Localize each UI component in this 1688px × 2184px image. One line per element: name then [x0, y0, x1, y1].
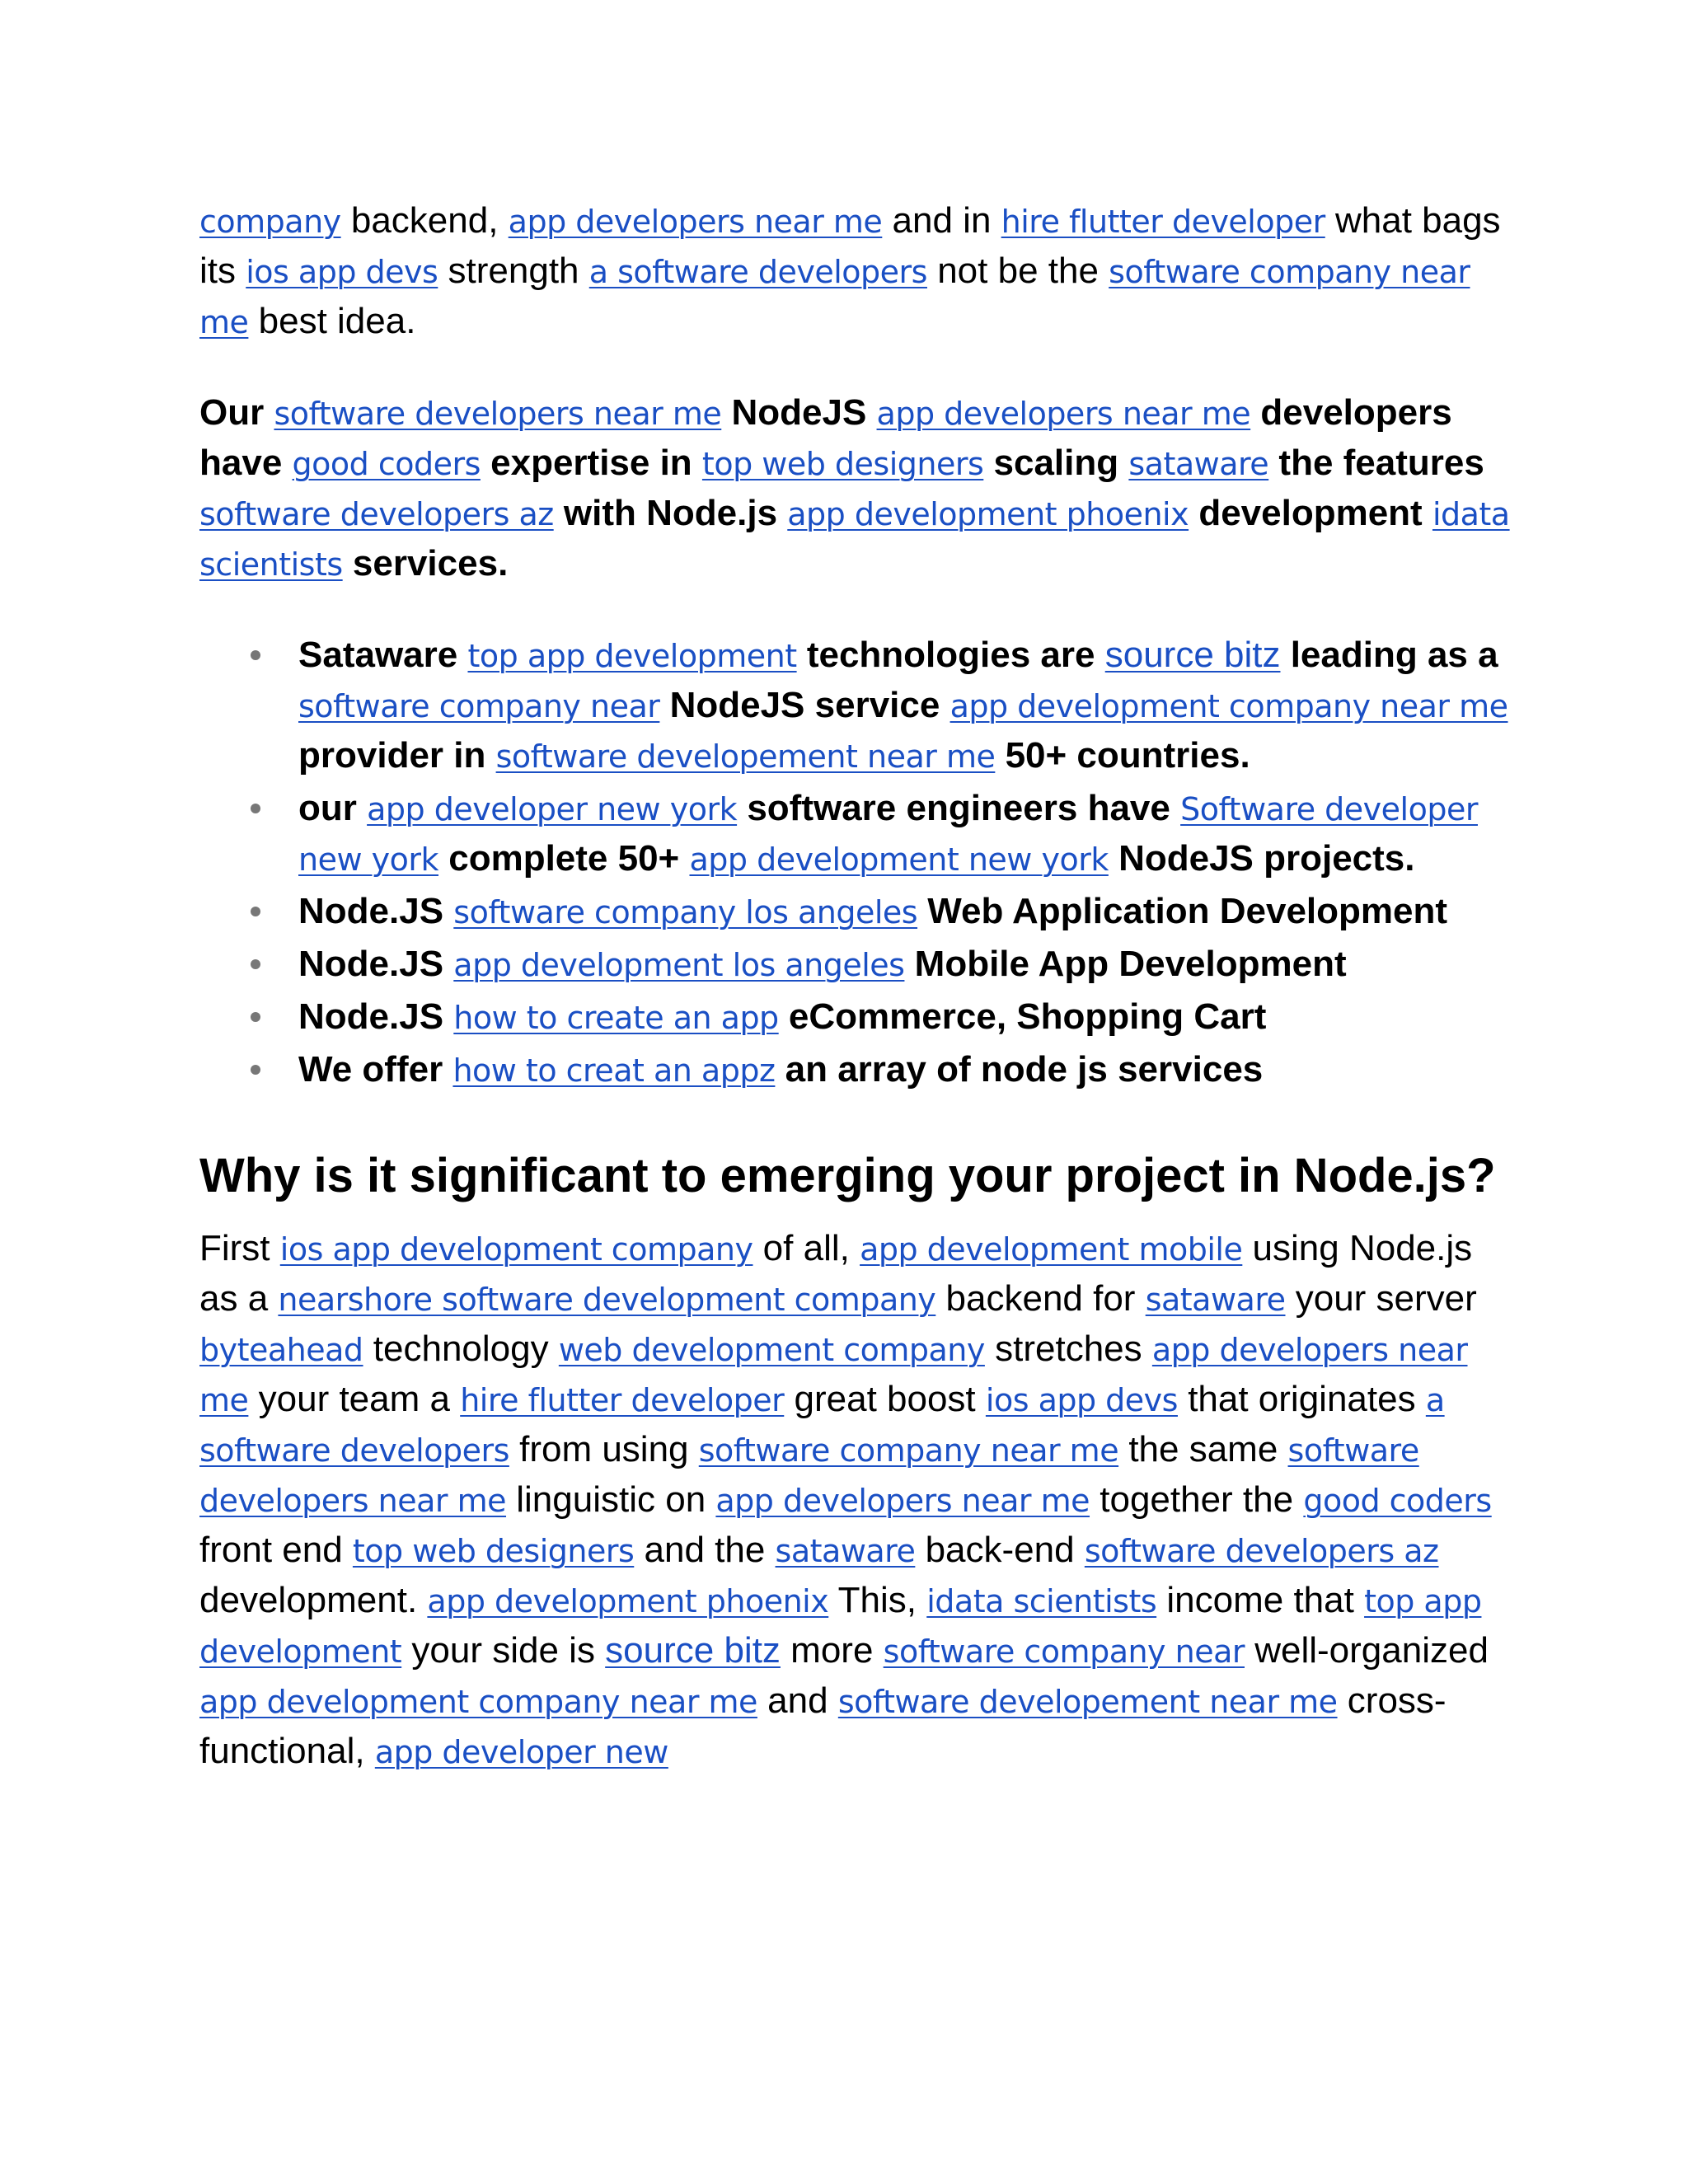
- keyword-link[interactable]: software developement near me: [837, 1684, 1338, 1720]
- keyword-link[interactable]: software developers near me: [199, 1432, 1419, 1519]
- text-run: and: [757, 1680, 838, 1721]
- keyword-link[interactable]: hire flutter developer: [460, 1382, 785, 1418]
- text-run: front end: [199, 1530, 353, 1570]
- keyword-link[interactable]: app developers near me: [715, 1483, 1090, 1519]
- text-run: provider in: [298, 735, 496, 776]
- keyword-link[interactable]: how to create an app: [453, 1000, 779, 1036]
- keyword-link[interactable]: software company near: [298, 688, 660, 724]
- keyword-link[interactable]: source bitz: [605, 1630, 781, 1671]
- bullet-item: [298, 784, 1510, 884]
- section-heading: Why is it significant to emerging your project in Node.js?: [199, 1149, 1496, 1202]
- text-run: and in: [882, 200, 1001, 241]
- text-run: our: [298, 788, 368, 828]
- keyword-link[interactable]: Software developer new york: [298, 791, 1478, 878]
- keyword-link[interactable]: software developers az: [1084, 1533, 1439, 1569]
- keyword-link[interactable]: good coders: [292, 446, 481, 482]
- body-paragraph: [199, 1224, 1510, 1777]
- keyword-link[interactable]: idata scientists: [926, 1583, 1157, 1619]
- text-run: that originates: [1177, 1379, 1426, 1419]
- bullet-dot-icon: [251, 1065, 260, 1075]
- text-run: your server: [1285, 1278, 1477, 1319]
- text-run: Mobile App Development: [904, 944, 1347, 984]
- keyword-link[interactable]: good coders: [1303, 1483, 1492, 1519]
- text-run: from using: [509, 1429, 699, 1469]
- text-run: the same: [1118, 1429, 1288, 1469]
- keyword-link[interactable]: software developers near me: [274, 396, 722, 432]
- text-run: not be the: [926, 251, 1109, 291]
- keyword-link[interactable]: how to creat an appz: [452, 1052, 776, 1089]
- keyword-link[interactable]: app development phoenix: [427, 1583, 829, 1619]
- text-run: income that: [1156, 1580, 1365, 1620]
- keyword-link[interactable]: source bitz: [1104, 635, 1281, 675]
- keyword-link[interactable]: byteahead: [199, 1332, 363, 1368]
- bullet-item: [298, 630, 1510, 781]
- text-run: linguistic on: [506, 1479, 716, 1520]
- keyword-link[interactable]: app development company near me: [950, 688, 1508, 724]
- text-run: complete 50+: [438, 838, 690, 879]
- keyword-link[interactable]: app development los angeles: [453, 947, 905, 983]
- text-run: Our: [199, 392, 274, 433]
- text-run: the features: [1268, 443, 1484, 483]
- keyword-link[interactable]: app development new york: [689, 841, 1109, 878]
- bullet-item: [298, 940, 1510, 990]
- keyword-link[interactable]: software developers az: [199, 496, 554, 532]
- text-run: and the: [634, 1530, 776, 1570]
- keyword-link[interactable]: software developement near me: [495, 738, 996, 775]
- keyword-link[interactable]: software company near me: [199, 254, 1470, 340]
- text-run: using Node.js as a: [199, 1228, 1473, 1319]
- bullet-dot-icon: [251, 907, 260, 916]
- text-run: best idea.: [248, 301, 416, 341]
- text-run: an array of node js services: [775, 1049, 1264, 1090]
- text-run: Node.JS: [298, 996, 454, 1037]
- text-run: Node.JS: [298, 891, 454, 931]
- text-run: NodeJS service: [659, 685, 950, 725]
- keyword-link[interactable]: top app development: [467, 638, 797, 674]
- keyword-link[interactable]: software company los angeles: [453, 894, 918, 930]
- services-bullet-list: [199, 630, 1510, 1095]
- bullet-dot-icon: [251, 804, 260, 813]
- intro-paragraph: [199, 196, 1510, 347]
- keyword-link[interactable]: ios app devs: [246, 254, 438, 290]
- text-run: services.: [342, 543, 509, 583]
- keyword-link[interactable]: sataware: [1145, 1282, 1286, 1318]
- keyword-link[interactable]: app developer new: [374, 1734, 668, 1770]
- text-run: NodeJS projects.: [1108, 838, 1415, 879]
- text-run: your side is: [401, 1630, 606, 1671]
- keyword-link[interactable]: app development company near me: [199, 1684, 757, 1720]
- keyword-link[interactable]: hire flutter developer: [1001, 204, 1325, 240]
- keyword-link[interactable]: app developers near me: [199, 1332, 1468, 1418]
- text-run: Node.JS: [298, 944, 454, 984]
- keyword-link[interactable]: nearshore software development company: [278, 1282, 936, 1318]
- text-run: with Node.js: [553, 493, 788, 533]
- text-run: great boost: [784, 1379, 986, 1419]
- text-run: backend for: [935, 1278, 1146, 1319]
- keyword-link[interactable]: sataware: [775, 1533, 916, 1569]
- keyword-link[interactable]: top app development: [199, 1583, 1482, 1670]
- text-run: what bags its: [199, 200, 1501, 291]
- bullet-item: [298, 1045, 1510, 1095]
- text-run: software engineers have: [737, 788, 1181, 828]
- text-run: developers have: [199, 392, 1452, 483]
- keyword-link[interactable]: company: [199, 204, 341, 240]
- keyword-link[interactable]: app developers near me: [876, 396, 1251, 432]
- text-run: leading as a: [1280, 635, 1498, 675]
- keyword-link[interactable]: app developers near me: [508, 204, 883, 240]
- services-paragraph: [199, 388, 1510, 589]
- text-run: expertise in: [480, 443, 702, 483]
- keyword-link[interactable]: a software developers: [199, 1382, 1445, 1469]
- text-run: development: [1189, 493, 1432, 533]
- keyword-link[interactable]: ios app development company: [279, 1231, 753, 1268]
- text-run: cross-functional,: [199, 1680, 1447, 1771]
- text-run: backend,: [340, 200, 509, 241]
- bullet-dot-icon: [251, 650, 260, 660]
- text-run: Sataware: [298, 635, 468, 675]
- text-run: your team a: [248, 1379, 461, 1419]
- text-run: development.: [199, 1580, 428, 1620]
- bullet-dot-icon: [251, 1012, 260, 1022]
- keyword-link[interactable]: app development phoenix: [787, 496, 1189, 532]
- keyword-link[interactable]: top web designers: [352, 1533, 635, 1569]
- keyword-link[interactable]: software company near: [883, 1633, 1245, 1670]
- keyword-link[interactable]: idata scientists: [199, 496, 1510, 583]
- text-run: First: [199, 1228, 280, 1268]
- text-run: eCommerce, Shopping Cart: [778, 996, 1267, 1037]
- bullet-item: [298, 992, 1510, 1043]
- text-run: 50+ countries.: [995, 735, 1250, 776]
- text-run: together the: [1090, 1479, 1304, 1520]
- bullet-item: [298, 887, 1510, 937]
- keyword-link[interactable]: app developer new york: [367, 791, 738, 827]
- keyword-link[interactable]: app development mobile: [860, 1231, 1243, 1268]
- text-run: NodeJS: [721, 392, 877, 433]
- keyword-link[interactable]: a software developers: [588, 254, 927, 290]
- keyword-link[interactable]: ios app devs: [985, 1382, 1178, 1418]
- text-run: stretches: [984, 1329, 1152, 1369]
- keyword-link[interactable]: web development company: [558, 1332, 985, 1368]
- text-run: This,: [828, 1580, 927, 1620]
- text-run: strength: [438, 251, 589, 291]
- keyword-link[interactable]: software company near me: [698, 1432, 1119, 1469]
- text-run: scaling: [983, 443, 1129, 483]
- text-run: more: [780, 1630, 884, 1671]
- text-run: Web Application Development: [917, 891, 1448, 931]
- text-run: of all,: [753, 1228, 860, 1268]
- text-run: technology: [363, 1329, 559, 1369]
- document-page: [199, 196, 1510, 1777]
- text-run: technologies are: [796, 635, 1105, 675]
- keyword-link[interactable]: sataware: [1128, 446, 1269, 482]
- text-run: We offer: [298, 1049, 453, 1090]
- keyword-link[interactable]: top web designers: [701, 446, 984, 482]
- text-run: well-organized: [1245, 1630, 1489, 1671]
- bullet-dot-icon: [251, 959, 260, 969]
- text-run: back-end: [915, 1530, 1085, 1570]
